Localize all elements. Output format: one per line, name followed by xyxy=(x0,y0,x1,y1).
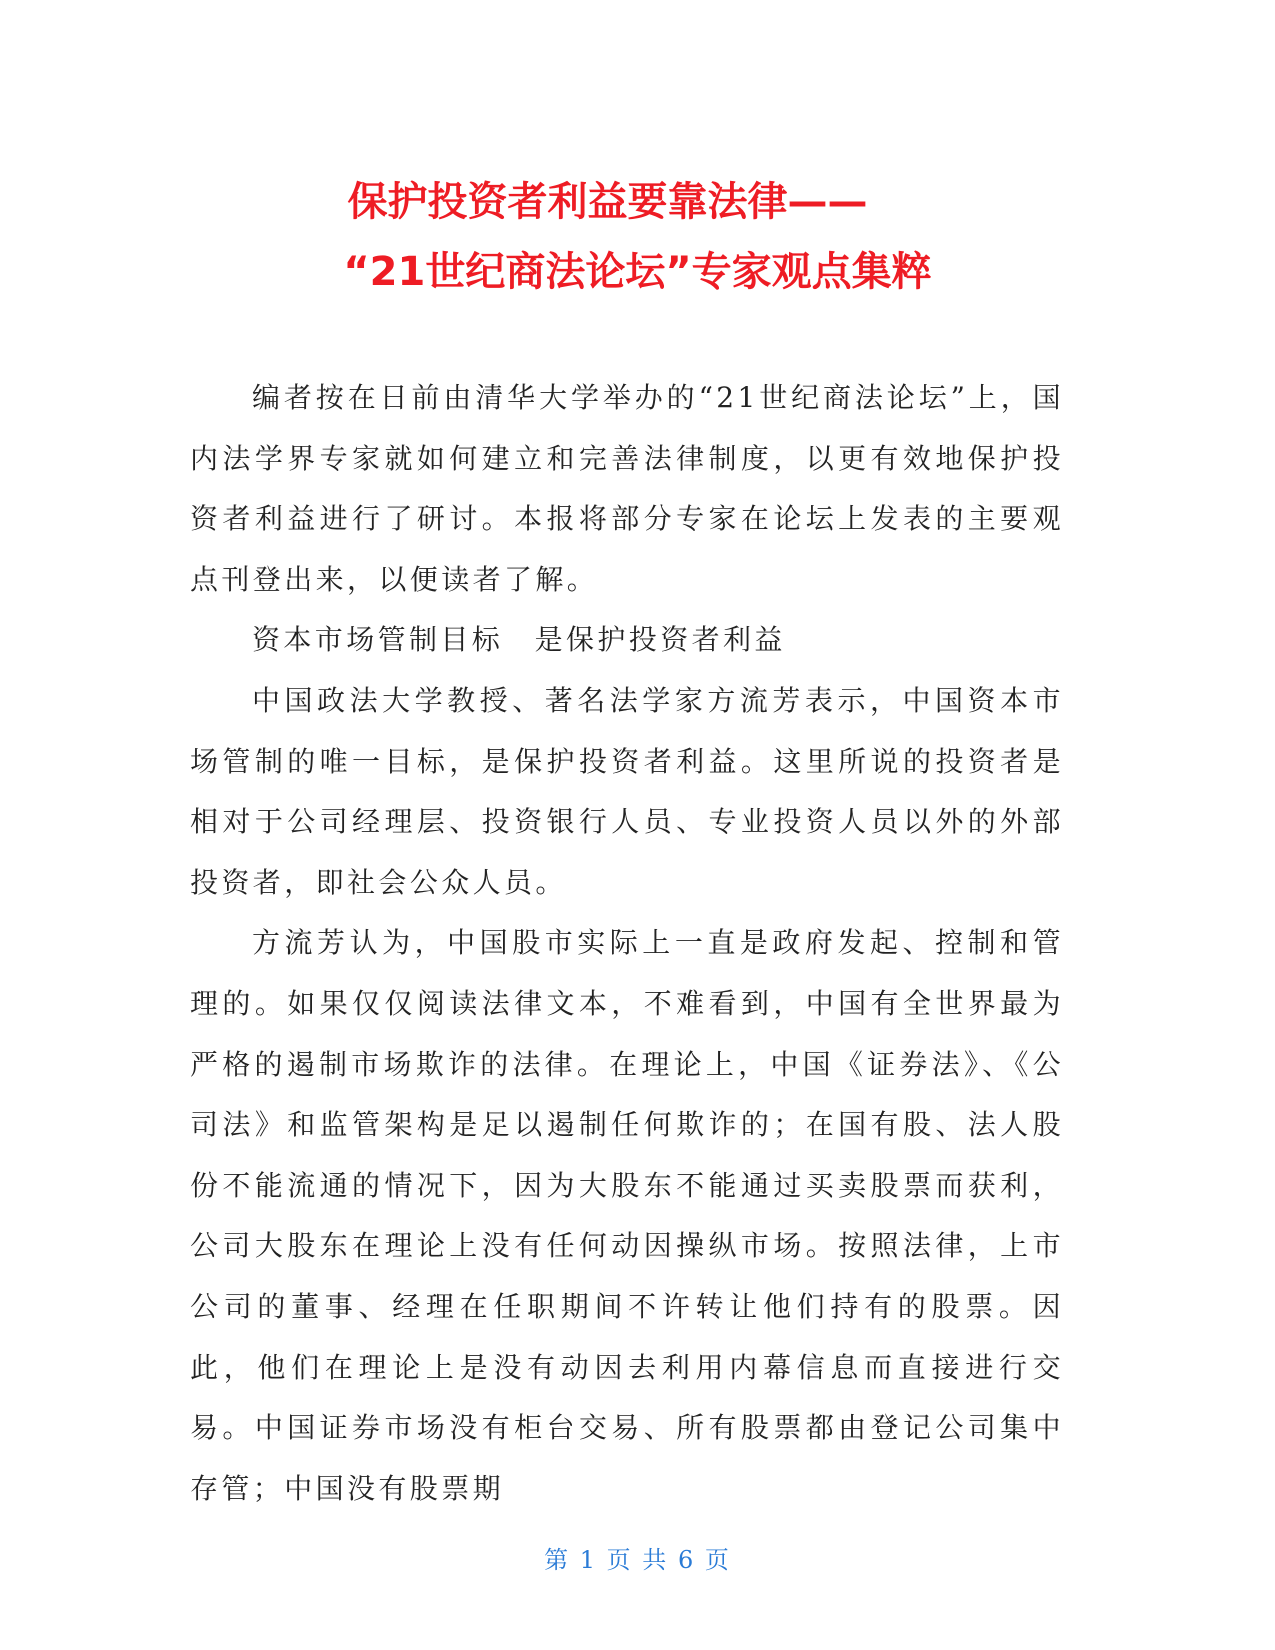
body-paragraph: 中国政法大学教授、著名法学家方流芳表示，中国资本市场管制的唯一目标，是保护投资者利益。这里所说的投资者是相对于公司经理层、投资银行人员、专业投资人员以外的外部投资者，即社会公众人员。 xyxy=(190,683,1064,899)
document-body xyxy=(190,368,1064,1519)
document-title-line-1: 保护投资者利益要靠法律—— xyxy=(347,179,868,225)
section-heading: 资本市场管制目标 是保护投资者利益 xyxy=(252,623,786,657)
page-number-footer: 第 1 页 共 6 页 xyxy=(544,1546,731,1574)
document-title-line-2: “21世纪商法论坛”专家观点集粹 xyxy=(343,249,932,295)
editor-note-paragraph: 编者按在日前由清华大学举办的“21世纪商法论坛”上，国内法学界专家就如何建立和完善法律制度，以更有效地保护投资者利益进行了研讨。本报将部分专家在论坛上发表的主要观点刊登出来，以便读者了解。 xyxy=(190,381,1064,596)
body-paragraph: 方流芳认为，中国股市实际上一直是政府发起、控制和管理的。如果仅仅阅读法律文本，不难看到，中国有全世界最为严格的遏制市场欺诈的法律。在理论上，中国《证券法》、《公司法》和监管架构是足以遏制任何欺诈的；在国有股、法人股份不能流通的情况下，因为大股东不能通过买卖股票而获利，公司大股东在理论上没有任何动因操纵市场。按照法律，上市公司的董事、经理在任职期间不许转让他们持有的股票。因此，他们在理论上是没有动因去利用内幕信息而直接进行交易。中国证券市场没有柜台交易、所有股票都由登记公司集中存管；中国没有股票期 xyxy=(190,926,1064,1505)
